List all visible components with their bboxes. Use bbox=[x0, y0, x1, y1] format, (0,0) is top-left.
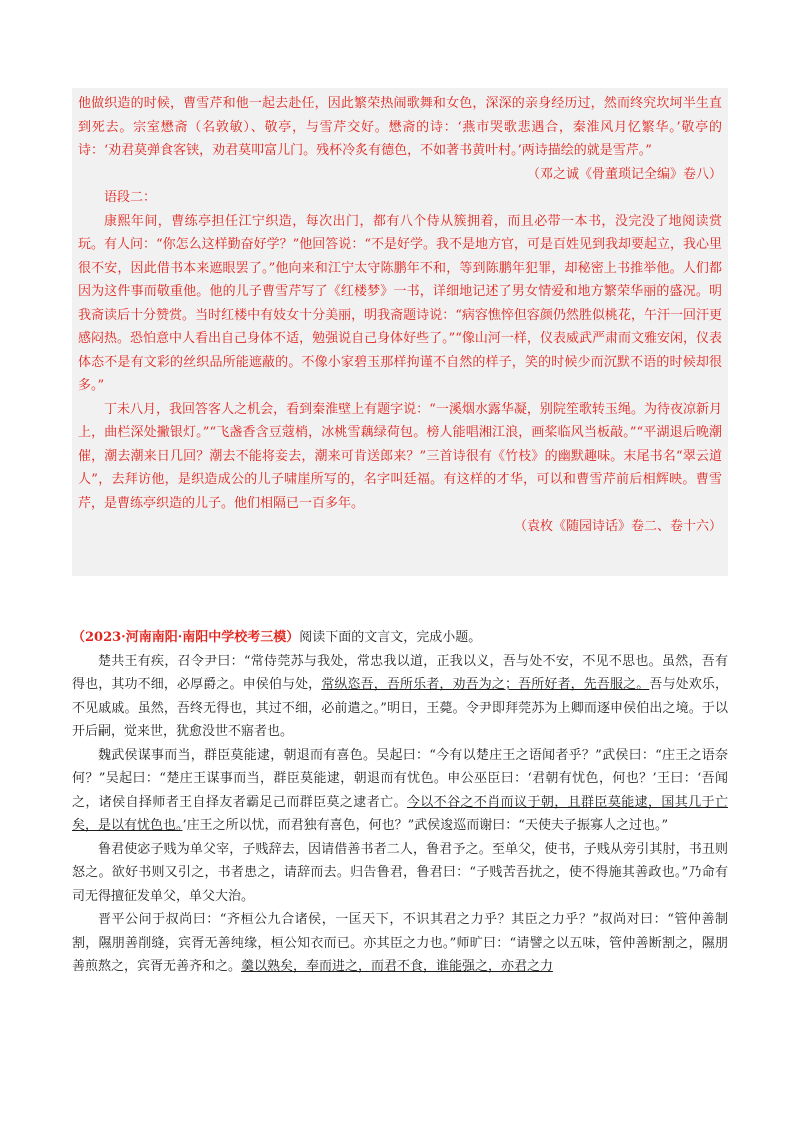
source-citation-2: （袁枚《随园诗话》卷二、卷十六） bbox=[513, 519, 722, 534]
translation-paragraph-3: 丁未八月，我回答客人之机会，看到秦淮壁上有题字说：“一溪烟水露华凝，别院笙歌转玉绳。为待夜凉新月上，曲栏深处撇银灯。”“飞盏香含豆蔻梢，冰桃雪藕绿荷包。榜人能唱湘江浪，画桨临风当板敲。”“平湖退后晚潮催，潮去潮来日几回？潮去不能将妾去，潮来可肯送郎来？”三首诗很有《竹枝》的幽默趣味。末尾书名“翠云道人”，去拜访他，是织造成公的儿子啸崖所写的，名字叫廷福。有这样的才华，可以和曹雪芹前后相辉映。曹雪芹，是曹练亭织造的儿子。他们相隔已一百多年。 bbox=[78, 401, 722, 511]
question-section bbox=[72, 626, 728, 979]
translation-paragraph-1: 他做织造的时候，曹雪芹和他一起去赴任，因此繁荣热闹歌舞和女色，深深的亲身经历过，然而终究坎坷半生直到死去。宗室懋斋（名敦敏）、敬亭，与雪芹交好。懋斋的诗：‘燕市哭歌悲遇合，秦淮风月忆繁华。’敬亭的诗：‘劝君莫弹食客铗，劝君莫叩富儿门。残杯冷炙有德色，不如著书黄叶村。’两诗描绘的就是雪芹。” bbox=[78, 96, 722, 158]
translation-paragraph-2: 康熙年间，曹练亭担任江宁织造，每次出门，都有八个侍从簇拥着，而且必带一本书，没完没了地阅读赏玩。有人问：“你怎么这样勤奋好学？”他回答说：“不是好学。我不是地方官，可是百姓见到我却要起立，我心里很不安，因此借书本来遮眼罢了。”他向来和江宁太守陈鹏年不和，等到陈鹏年犯罪，却秘密上书推举他。人们都因为这件事而敬重他。他的儿子曹雪芹写了《红楼梦》一书，详细地记述了男女情爱和地方繁荣华丽的盛况。明我斋读后十分赞赏。当时红楼中有妓女十分美丽，明我斋题诗说：“病容憔悴但容颜仍然胜似桃花，午汗一回汗更感闷热。恐怕意中人看出自己身体不适，勉强说自己身体好些了。”“像山河一样，仪表威武严肃而文雅安闲，仪表体态不是有文彩的丝织品所能遮蔽的。不像小家碧玉那样拘谨不自然的样子，笑的时候少而沉默不语的时候却很多。” bbox=[78, 213, 722, 393]
section-heading-2: 语段二： bbox=[104, 190, 157, 205]
question-header bbox=[72, 626, 728, 650]
source-citation-1: （邓之诚《骨董琐记全编》卷八） bbox=[526, 166, 722, 182]
text-run: 吾与处欢乐，不见戚戚。虽然，吾终无得也，其过不细，必前遣之。”明日，王薨。令尹即拜莞苏为上卿而逐申侯伯出之境。于以开后嗣，觉来世，犹愈没世不寤者也。 bbox=[72, 677, 728, 739]
text-run: 魏武侯谋事而当，群臣莫能逮，朝退而有喜色。吴起曰：“今有以楚庄王之语闻者乎？”武侯曰：“庄王之语奈何？”吴起曰：“楚庄王谋事而当，群臣莫能逮，朝退而有忧色。申公巫臣曰：‘君朝有忧色，何也？’王曰：‘吾闻之，诸侯自择师者王自择友者霸足己而群臣莫之逮者亡。 bbox=[72, 747, 728, 810]
text-run: ’庄王之所以忧，而君独有喜色，何也？”武侯逡巡而谢曰：“天使夫子振寡人之过也。” bbox=[182, 818, 669, 833]
question-instruction: 阅读下面的文言文，完成小题。 bbox=[299, 630, 482, 645]
translation-answer-box bbox=[72, 88, 728, 576]
exam-source-tag: （2023·河南南阳·南阳中学校考三模） bbox=[72, 630, 300, 645]
classical-paragraph-3: 鲁君使宓子贱为单父宰，子贱辞去，因请借善书者二人，鲁君予之。至单父，使书，子贱从旁引其肘，书丑则怒之。欲好书则又引之，书者患之，请辞而去。归告鲁君，鲁君曰：“子贱苦吾扰之，使不得施其善政也。”乃命有司无得擅征发单父，单父大治。 bbox=[72, 841, 728, 904]
classical-paragraph-2 bbox=[72, 744, 728, 838]
text-run: 晋平公问于叔尚曰：“齐桓公九合诸侯，一匡天下，不识其君之力乎？其臣之力乎？”叔尚对曰：“管仲善制割，隰朋善削缝，宾胥无善纯缘，桓公知衣而已。亦其臣之力也。”师旷曰：“请譬之以五味，管仲善断割之，隰朋善煎熬之，宾胥无善齐和之。 bbox=[72, 912, 728, 974]
classical-paragraph-1 bbox=[72, 650, 728, 744]
underlined-sentence-3: 羹以熟矣，奉而进之，而君不食，谁能强之，亦君之力 bbox=[241, 959, 554, 974]
classical-paragraph-4 bbox=[72, 908, 728, 979]
underlined-sentence-1: 常纵恣吾，吾所乐者，劝吾为之；吾所好者，先吾服之。 bbox=[321, 677, 650, 692]
underlined-sentence-2: 今以不谷之不肖而议于朝，且群臣莫能逮，国其几于亡矣，是以有忧色也。 bbox=[72, 794, 728, 833]
text-run: 楚共王有疾，召令尹曰：“常侍莞苏与我处，常忠我以道，正我以义，吾与处不安，不见不思也。虽然，吾有得也，其功不细，必厚爵之。申侯伯与处， bbox=[72, 653, 728, 692]
